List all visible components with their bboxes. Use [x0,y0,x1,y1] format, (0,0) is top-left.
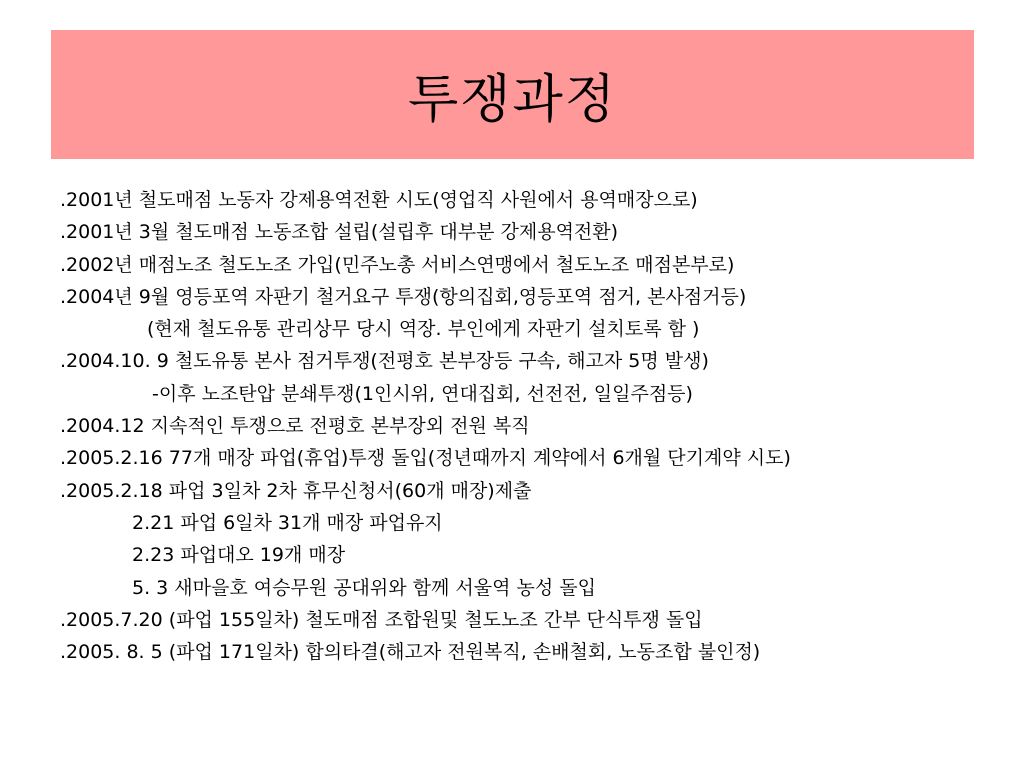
body-line: .2002년 매점노조 철도노조 가입(민주노총 서비스연맹에서 철도노조 매점본부로) [60,253,735,276]
body-line: .2001년 철도매점 노동자 강제용역전환 시도(영업직 사원에서 용역매장으로) [60,189,698,211]
body-line: .2005.2.18 파업 3일차 2차 휴무신청서(60개 매장)제출 [60,479,532,502]
slide-title: 투쟁과정 [408,70,617,130]
body-line: .2004년 9월 영등포역 자판기 철거요구 투쟁(항의집회,영등포역 점거, 본사점거등) [60,285,747,308]
body-line-indented: 5. 3 새마을호 여승무원 공대위와 함께 서울역 농성 돌입 [132,576,596,599]
body-line: .2005.7.20 (파업 155일차) 철도매점 조합원및 철도노조 간부 단식투쟁 돌입 [60,608,703,631]
body-line: .2005.2.16 77개 매장 파업(휴업)투쟁 돌입(정년때까지 계약에서 6개월 단기계약 시도) [60,447,791,470]
body-line: .2004.10. 9 철도유통 본사 점거투쟁(전평호 본부장등 구속, 해고자 5명 발생) [60,350,709,373]
body-line: .2005. 8. 5 (파업 171일차) 합의타결(해고자 전원복직, 손배철회, 노동조합 불인정) [60,641,761,664]
body-line: .2004.12 지속적인 투쟁으로 전평호 본부장외 전원 복직 [60,415,530,438]
body-line: .2001년 3월 철도매점 노동조합 설립(설립후 대부분 강제용역전환) [60,221,619,244]
slide-title-bar [51,30,974,159]
body-line-indented: 2.23 파업대오 19개 매장 [132,544,346,567]
body-line-indented: 2.21 파업 6일차 31개 매장 파업유지 [132,511,443,534]
slide-body [60,184,1000,668]
body-line-indented: -이후 노조탄압 분쇄투쟁(1인시위, 연대집회, 선전전, 일일주점등) [152,382,693,405]
body-line-indented: (현재 철도유통 관리상무 당시 역장. 부인에게 자판기 설치토록 함 ) [147,318,700,341]
